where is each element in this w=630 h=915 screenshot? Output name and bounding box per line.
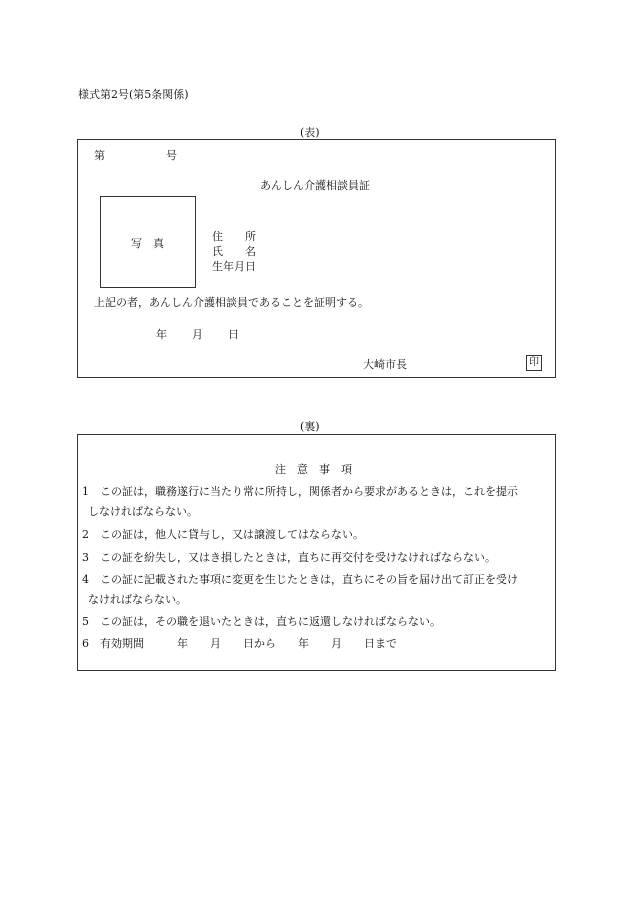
address-label: 住 所 [212,230,256,243]
note-line: 6 有効期間 年 月 日から 年 月 日まで [82,637,397,650]
date-year: 年 [156,328,167,341]
date-month: 月 [192,328,203,341]
note-line: 4 この証に記載された事項に変更を生じたときは，直ちにその旨を届け出て訂正を受け [82,573,518,586]
note-line: 5 この証は，その職を退いたときは，直ちに返還しなければならない。 [82,615,441,628]
date-day: 日 [228,328,239,341]
issuer: 大崎市長 [363,358,407,371]
seal-stamp: 印 [526,355,542,371]
note-line: 1 この証は，職務遂行に当たり常に所持し，関係者から要求があるときは，これを提示 [82,485,518,498]
note-line: 3 この証を紛失し，又はき損したときは，直ちに再交付を受けなければならない。 [82,551,496,564]
note-line: しなければならない。 [88,505,198,518]
number-dai: 第 [94,149,105,162]
number-go: 号 [166,149,177,162]
photo-box [100,196,196,288]
birth-label: 生年月日 [212,260,256,273]
name-label: 氏 名 [212,245,256,258]
back-caption: (裏) [300,420,320,433]
front-card [77,139,556,378]
photo-label: 写 真 [131,237,164,250]
front-caption: (表) [300,126,320,139]
certify-text: 上記の者，あんしん介護相談員であることを証明する。 [94,296,369,309]
card-title: あんしん介護相談員証 [260,179,370,192]
notes-heading: 注 意 事 項 [275,463,352,476]
note-line: 2 この証は，他人に貸与し，又は譲渡してはならない。 [82,528,364,541]
form-number: 様式第2号(第5条関係) [78,88,189,101]
note-line: なければならない。 [88,593,187,606]
